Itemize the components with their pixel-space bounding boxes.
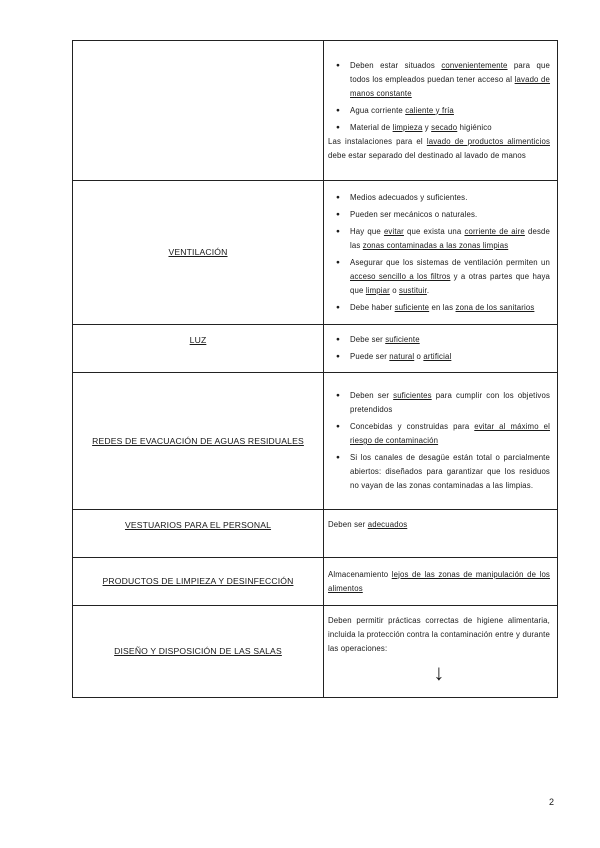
row-content-cell [324, 373, 558, 510]
underlined-term: sustituir [399, 285, 427, 295]
underlined-term: evitar [383, 226, 404, 236]
underlined-term: suficiente [385, 335, 420, 344]
underlined-term: natural [389, 352, 415, 361]
row-heading-cell [73, 373, 324, 510]
underlined-term: corriente de aire [464, 226, 525, 236]
row-heading-cell [73, 41, 324, 181]
underlined-term: convenientemente [441, 60, 508, 70]
row-content-cell [324, 510, 558, 558]
underlined-term: secado [431, 122, 458, 132]
paragraph: Almacenamiento lejos de las zonas de manipulación de los alimentos [328, 569, 550, 593]
underlined-term: artificial [423, 352, 452, 361]
row-title: PRODUCTOS DE LIMPIEZA Y DESINFECCIÓN [102, 576, 294, 586]
list-item: ● Puede ser natural o artificial [328, 350, 550, 364]
underlined-term: limpiar [365, 285, 390, 295]
row-heading-cell [73, 325, 324, 373]
row-title: LUZ [189, 335, 207, 345]
row-content-cell [324, 325, 558, 373]
list-item: ● Hay que evitar que exista una corriente de aire desde las zonas contaminadas a las zonas limpias [328, 225, 550, 253]
row-content-cell [324, 41, 558, 181]
underlined-term: acceso sencillo a los filtros [350, 271, 451, 281]
row-title: DISEÑO Y DISPOSICIÓN DE LAS SALAS [114, 646, 282, 656]
list-item: ● Debe ser suficiente [328, 333, 550, 347]
bullet-list [328, 389, 550, 493]
row-title: VESTUARIOS PARA EL PERSONAL [124, 520, 272, 530]
table-row [73, 510, 558, 558]
bullet-list [328, 333, 550, 364]
row-heading-cell [73, 510, 324, 558]
table-row [73, 373, 558, 510]
row-content-cell [324, 558, 558, 606]
row-content-cell [324, 181, 558, 325]
list-item: ● Concebidas y construidas para evitar al máximo el riesgo de contaminación [328, 420, 550, 448]
list-item: ● Debe haber suficiente en las zona de los sanitarios [328, 301, 550, 315]
table-row [73, 41, 558, 181]
list-item: ● Deben ser suficientes para cumplir con los objetivos pretendidos [328, 389, 550, 417]
row-title: VENTILACIÓN [168, 247, 228, 257]
paragraph: Deben ser adecuados [328, 520, 408, 529]
underlined-term: suficientes [393, 391, 432, 400]
table-row [73, 606, 558, 698]
page-number: 2 [549, 797, 555, 807]
paragraph: Las instalaciones para el lavado de productos alimenticios debe estar separado del destinado al lavado de manos [328, 136, 550, 160]
underlined-term: lavado de manos constante [350, 74, 551, 98]
bullet-list [328, 191, 550, 315]
table-row [73, 325, 558, 373]
underlined-term: zona de los sanitarios [455, 302, 535, 312]
underlined-term: lejos de las zonas de manipulación de los alimentos [328, 569, 550, 593]
underlined-term: evitar al máximo el riesgo de contaminación [350, 422, 550, 445]
underlined-term: limpieza [392, 122, 423, 132]
table-row [73, 558, 558, 606]
list-item: ● Medios adecuados y suficientes. [328, 191, 550, 205]
underlined-term: caliente y fría [405, 105, 454, 115]
row-heading-cell [73, 181, 324, 325]
bullet-list [328, 59, 550, 135]
underlined-term: adecuados [367, 520, 408, 529]
underlined-term: zonas contaminadas a las zonas limpias [362, 240, 509, 250]
table-row [73, 181, 558, 325]
row-heading-cell [73, 606, 324, 698]
list-item: ● Asegurar que los sistemas de ventilación permiten un acceso sencillo a los filtros y a otras partes que haya que limpiar o sustituir. [328, 256, 550, 298]
list-item: ● Si los canales de desagüe están total o parcialmente abiertos: diseñados para garantizar que los residuos no vayan de las zonas contaminadas a las limpias. [328, 451, 550, 493]
list-item: ● Material de limpieza y secado higiénico [328, 121, 550, 135]
underlined-term: suficiente [394, 302, 430, 312]
down-arrow-icon: ↓ [433, 660, 445, 685]
underlined-term: lavado de productos alimenticios [426, 136, 550, 146]
requirements-table [72, 40, 558, 698]
list-item: ● Pueden ser mecánicos o naturales. [328, 208, 550, 222]
list-item: ● Deben estar situados convenientemente para que todos los empleados puedan tener acceso al lavado de manos constante [328, 59, 550, 101]
paragraph: Deben permitir prácticas correctas de higiene alimentaria, incluida la protección contra la contaminación entre y durante las operaciones: [328, 616, 550, 653]
row-heading-cell [73, 558, 324, 606]
list-item: ● Agua corriente caliente y fría [328, 104, 550, 118]
row-content-cell [324, 606, 558, 698]
row-title: REDES DE EVACUACIÓN DE AGUAS RESIDUALES [92, 435, 304, 446]
